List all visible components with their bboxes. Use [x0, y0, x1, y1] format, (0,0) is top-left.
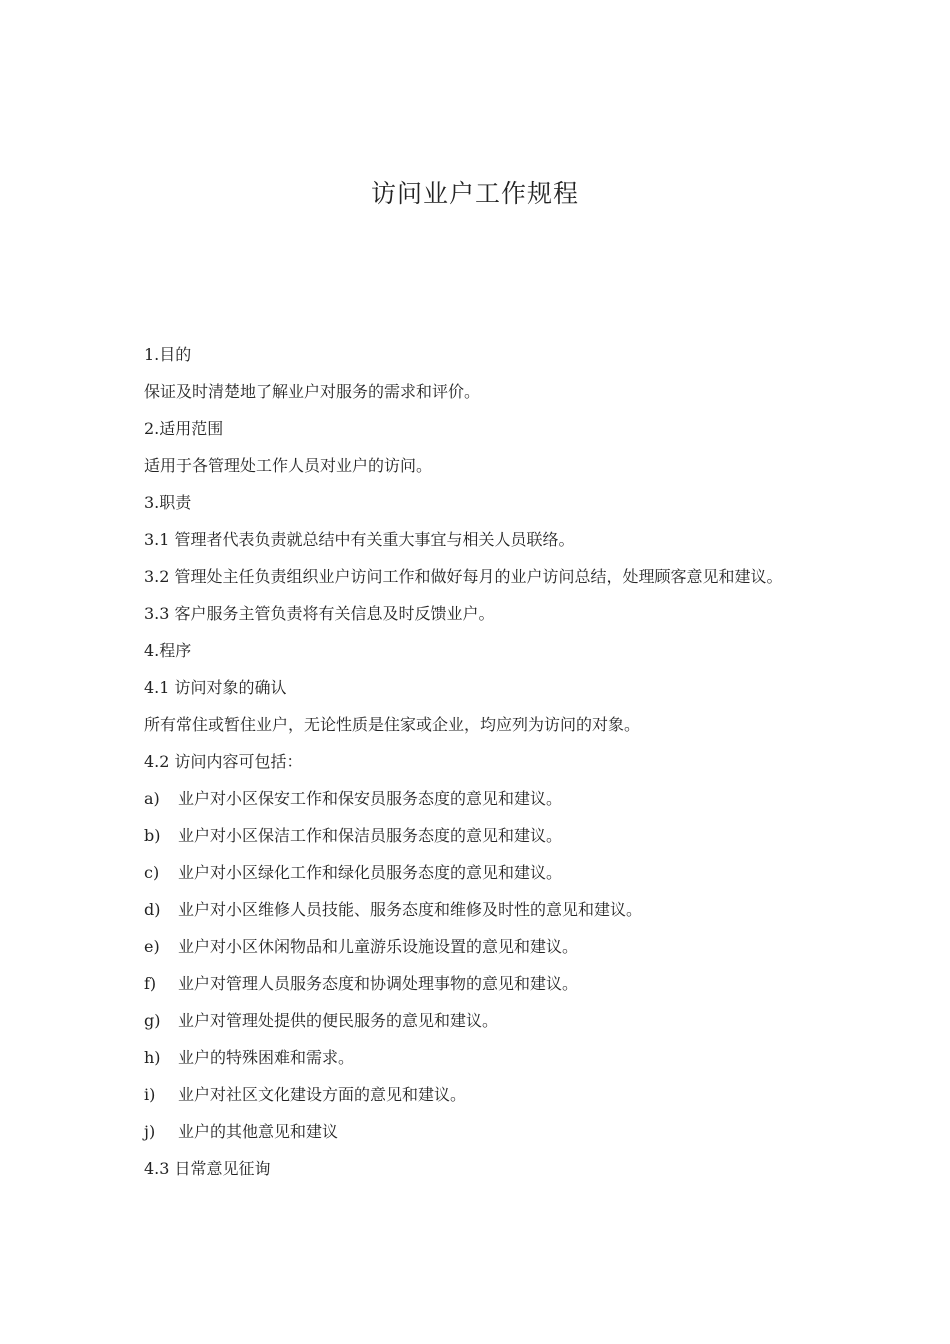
responsibility-3-1: 3.1 管理者代表负责就总结中有关重大事宜与相关人员联络。	[144, 530, 575, 549]
subsection-heading-4-3: 4.3 日常意见征询	[144, 1159, 271, 1178]
list-item	[144, 784, 844, 821]
list-marker: b)	[144, 826, 161, 845]
responsibility-3-3: 3.3 客户服务主管负责将有关信息及时反馈业户。	[144, 604, 495, 623]
section-heading-procedure: 4.程序	[144, 641, 192, 660]
list-item-text: 业户对小区保安工作和保安员服务态度的意见和建议。	[178, 789, 563, 808]
list-item	[144, 821, 844, 858]
list-item	[144, 1006, 844, 1043]
list-item	[144, 1043, 844, 1080]
section-text-purpose: 保证及时清楚地了解业户对服务的需求和评价。	[144, 382, 481, 401]
section-text-scope: 适用于各管理处工作人员对业户的访问。	[144, 456, 433, 475]
document-title: 访问业户工作规程	[370, 179, 579, 208]
list-item	[144, 1080, 844, 1117]
list-item-text: 业户对社区文化建设方面的意见和建议。	[178, 1085, 467, 1104]
list-marker: d)	[144, 900, 161, 919]
list-item	[144, 858, 844, 895]
list-item-text: 业户对小区绿化工作和绿化员服务态度的意见和建议。	[178, 863, 563, 882]
list-item-text: 业户对管理人员服务态度和协调处理事物的意见和建议。	[178, 974, 579, 993]
responsibility-3-2: 3.2 管理处主任负责组织业户访问工作和做好每月的业户访问总结，处理顾客意见和建议。	[144, 567, 783, 586]
list-marker: g)	[144, 1011, 161, 1030]
subsection-text-4-1: 所有常住或暂住业户，无论性质是住家或企业，均应列为访问的对象。	[144, 715, 641, 734]
list-marker: f)	[144, 974, 157, 993]
list-marker: h)	[144, 1048, 161, 1067]
section-heading-responsibilities: 3.职责	[144, 493, 192, 512]
list-item-text: 业户对小区休闲物品和儿童游乐设施设置的意见和建议。	[178, 937, 579, 956]
list-item	[144, 895, 844, 932]
list-marker: i)	[144, 1085, 156, 1104]
list-marker: c)	[144, 863, 160, 882]
section-heading-scope: 2.适用范围	[144, 419, 224, 438]
list-item	[144, 969, 844, 1006]
list-marker: e)	[144, 937, 160, 956]
list-item-text: 业户的其他意见和建议	[178, 1122, 339, 1141]
document-body	[144, 340, 844, 1191]
subsection-heading-4-2: 4.2 访问内容可包括：	[144, 752, 303, 771]
list-item-text: 业户的特殊困难和需求。	[178, 1048, 355, 1067]
list-item-text: 业户对管理处提供的便民服务的意见和建议。	[178, 1011, 499, 1030]
section-heading-purpose: 1.目的	[144, 345, 192, 364]
subsection-heading-4-1: 4.1 访问对象的确认	[144, 678, 287, 697]
list-item	[144, 932, 844, 969]
list-marker: j)	[144, 1122, 156, 1141]
list-marker: a)	[144, 789, 160, 808]
list-item	[144, 1117, 844, 1154]
list-item-text: 业户对小区保洁工作和保洁员服务态度的意见和建议。	[178, 826, 563, 845]
list-item-text: 业户对小区维修人员技能、服务态度和维修及时性的意见和建议。	[178, 900, 643, 919]
